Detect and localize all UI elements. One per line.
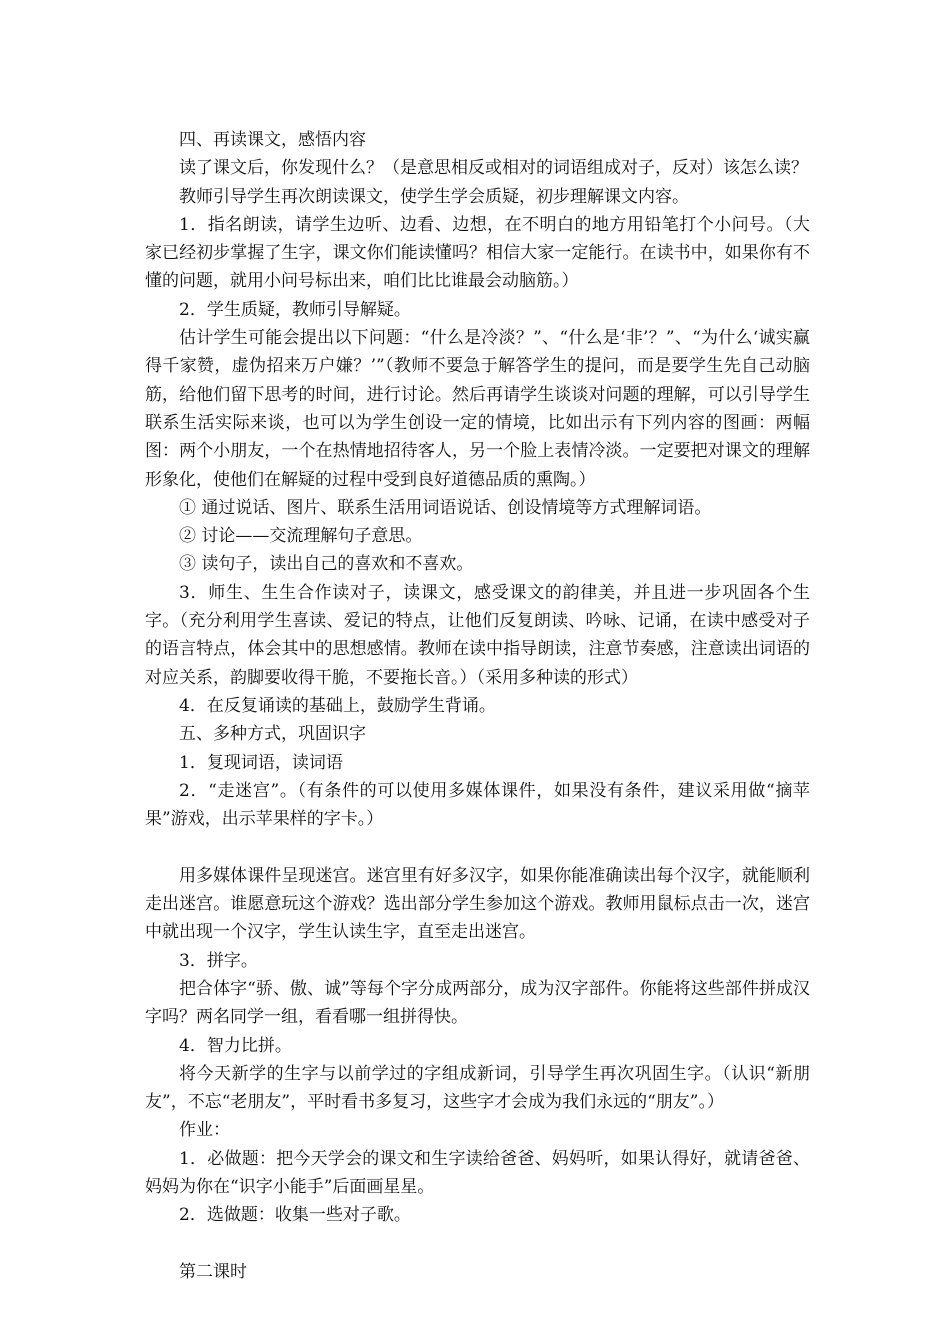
paragraph: 3．师生、生生合作读对子，读课文，感受课文的韵律美，并且进一步巩固各个生字。（充分利用学生喜读、爱记的特点，让他们反复朗读、吟咏、记诵，在读中感受对子的语言特点，体会其中的思想感情。教师在读中指导朗读，注意节奏感，注意读出词语的对应关系，韵脚要收得干脆，不要拖长音。）（采用多种读的形式） [145,582,810,688]
section-heading-4: 四、再读课文，感悟内容 [179,130,366,150]
homework-heading: 作业： [179,1120,230,1141]
paragraph: 将今天新学的生字与以前学过的字组成新词，引导学生再次巩固生字。（认识“新朋友”，不忘“老朋友”，平时看书多复习，这些字才会成为我们永远的“朋友”。） [145,1063,810,1113]
blank-line [145,1230,810,1258]
paragraph: 把合体字“骄、傲、诚”等每个字分成两部分，成为汉字部件。你能将这些部件拼成汉字吗？两名同学一组，看看哪一组拼得快。 [145,978,810,1028]
paragraph: 教师引导学生再次朗读课文，使学生学会质疑，初步理解课文内容。 [179,186,689,207]
paragraph: 2．“走迷宫”。（有条件的可以使用多媒体课件，如果没有条件，建议采用做“摘苹果”游戏，出示苹果样的字卡。） [145,780,810,830]
paragraph: 用多媒体课件呈现迷宫。迷宫里有好多汉字，如果你能准确读出每个汉字，就能顺利走出迷宫。谁愿意玩这个游戏？选出部分学生参加这个游戏。教师用鼠标点击一次，迷宫中就出现一个汉字，学生认读生字，直至走出迷宫。 [145,865,810,943]
list-item: ① 通过说话、图片、联系生活用词语说话、创设情境等方式理解词语。 [179,497,712,518]
document-body [145,126,810,1286]
paragraph: 1．复现词语，读词语 [179,752,343,773]
paragraph: 3．拼字。 [179,950,258,971]
paragraph: 读了课文后，你发现什么？（是意思相反或相对的词语组成对子，反对）该怎么读？ [179,158,808,179]
blank-line [145,833,810,861]
list-item: ② 讨论——交流理解句子意思。 [179,526,423,547]
lesson-heading: 第二课时 [179,1261,247,1282]
section-heading-5: 五、多种方式，巩固识字 [179,724,366,745]
paragraph: 4．在反复诵读的基础上，鼓励学生背诵。 [179,695,496,716]
paragraph: 估计学生可能会提出以下问题：“什么是冷淡？”、“什么是‘非’？”、“为什么‘诚实赢得千家赞，虚伪招来万户嫌？’”（教师不要急于解答学生的提问，而是要学生先自己动脑筋，给他们留下思考的时间，进行讨论。然后再请学生谈谈对问题的理解，可以引导学生联系生活实际来谈，也可以为学生创设一定的情境，比如出示有下列内容的图画：两幅图：两个小朋友，一个在热情地招待客人，另一个脸上表情冷淡。一定要把对课文的理解形象化，使他们在解疑的过程中受到良好道德品质的熏陶。） [145,328,810,490]
paragraph: 1．必做题：把今天学会的课文和生字读给爸爸、妈妈听，如果认得好，就请爸爸、妈妈为你在“识字小能手”后面画星星。 [145,1148,810,1197]
paragraph: 2．学生质疑，教师引导解疑。 [179,299,411,320]
paragraph: 1．指名朗读，请学生边听、边看、边想，在不明白的地方用铅笔打个小问号。（大家已经初步掌握了生字，课文你们能读懂吗？相信大家一定能行。在读书中，如果你有不懂的问题，就用小问号标出来，咱们比比谁最会动脑筋。） [145,214,810,292]
paragraph: 2．选做题：收集一些对子歌。 [179,1205,411,1226]
list-item: ③ 读句子，读出自己的喜欢和不喜欢。 [179,554,474,575]
paragraph: 4．智力比拼。 [179,1035,292,1056]
